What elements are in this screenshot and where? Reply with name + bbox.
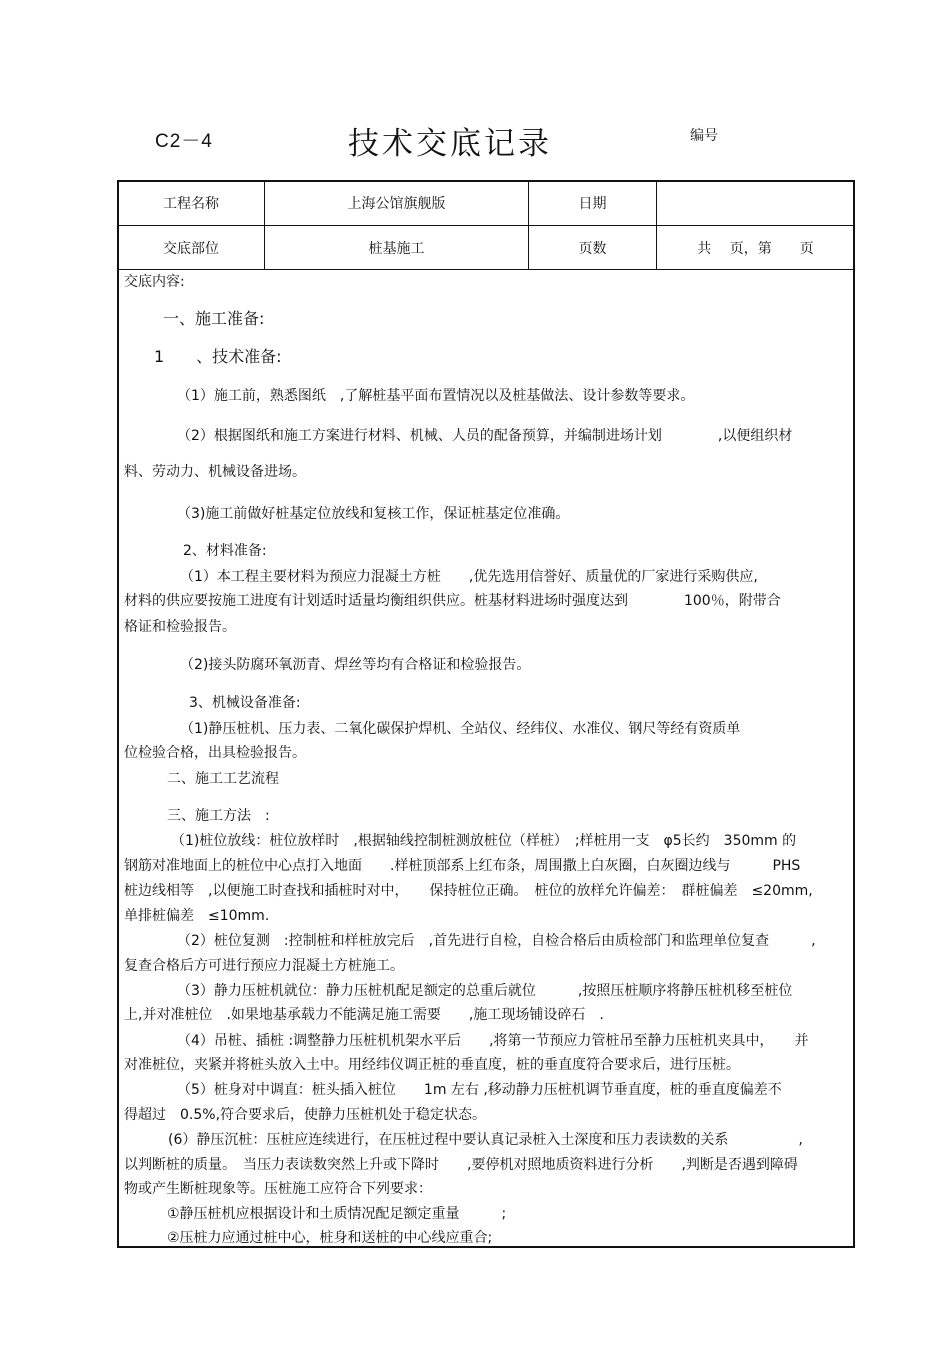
project-name-label: 工程名称 — [163, 196, 219, 212]
paragraph-line: 复查合格后方可进行预应力混凝土方桩施工。 — [124, 958, 404, 974]
paragraph-line: （4）吊桩、插桩 :调整静力压桩机机架水平后 ,将第一节预应力管桩吊至静力压桩机夹具中， 并 — [177, 1033, 809, 1049]
date-value — [657, 181, 854, 225]
project-name-value: 上海公馆旗舰版 — [347, 196, 446, 212]
section-heading: 一、施工准备: — [163, 309, 265, 328]
date-label: 日期 — [578, 196, 607, 212]
section-heading: 三、施工方法 : — [167, 808, 270, 824]
paragraph-line: 上,并对准桩位 .如果地基承载力不能满足施工需要 ,施工现场铺设碎石 . — [124, 1007, 604, 1023]
paragraph-line: 钢筋对准地面上的桩位中心点打入地面 .样桩顶部系上红布条，周围撒上白灰圈，白灰圈边线与 PHS — [124, 858, 801, 874]
location-label: 交底部位 — [163, 240, 219, 257]
paragraph-line: （1）施工前，熟悉图纸 ,了解桩基平面布置情况以及桩基做法、设计参数等要求。 — [177, 388, 695, 404]
paragraph-line: 得超过 0.5%,符合要求后，使静力压桩机处于稳定状态。 — [124, 1107, 487, 1123]
paragraph-line: 格证和检验报告。 — [124, 619, 236, 635]
paragraph-line: 单排桩偏差 ≤10mm. — [124, 908, 270, 924]
paragraph-line: 位检验合格，出具检验报告。 — [124, 745, 306, 761]
form-code: C2－4 — [155, 131, 213, 152]
paragraph-line: （1)静压桩机、压力表、二氧化碳保护焊机、全站仪、经纬仪、水准仪、钢尺等经有资质单 — [180, 721, 741, 737]
subsection-heading: 2、材料准备: — [183, 543, 267, 559]
paragraph-line: （2）桩位复测 :控制桩和样桩放完后 ,首先进行自检，自检合格后由质检部门和监理单位复查 , — [177, 933, 816, 949]
paragraph-line: 桩边线相等 ,以便施工时查找和插桩时对中， 保持桩位正确。 桩位的放样允许偏差： 群桩偏差 ≤20mm, — [124, 883, 813, 899]
paragraph-line: （2）根据图纸和施工方案进行材料、机械、人员的配备预算，并编制进场计划 ,以便组织材 — [177, 428, 793, 444]
paragraph-line: （5）桩身对中调直：桩头插入桩位 1m 左右 ,移动静力压桩机调节垂直度，桩的垂直度偏差不 — [177, 1082, 782, 1098]
list-item: ②压桩力应通过桩中心，桩身和送桩的中心线应重合; — [167, 1230, 493, 1246]
paragraph-line: （1)桩位放线：桩位放样时 ,根据轴线控制桩测放桩位（样桩） ;样桩用一支 φ5长约 350mm 的 — [171, 833, 797, 849]
number-label: 编号 — [690, 128, 718, 144]
list-item: ①静压桩机应根据设计和土质情况配足额定重量 ; — [167, 1206, 507, 1222]
subsection-heading: 3、机械设备准备: — [189, 695, 301, 711]
content-heading: 交底内容: — [124, 274, 185, 290]
paragraph-line: (6）静压沉桩：压桩应连续进行，在压桩过程中要认真记录桩入土深度和压力表读数的关系 , — [168, 1132, 803, 1148]
paragraph-line: 材料的供应要按施工进度有计划适时适量均衡组织供应。桩基材料进场时强度达到 100％，附带合 — [124, 593, 781, 609]
paragraph-line: 物或产生断桩现象等。压桩施工应符合下列要求： — [124, 1181, 432, 1197]
paragraph-line: （1）本工程主要材料为预应力混凝土方桩 ,优先选用信誉好、质量优的厂家进行采购供应, — [180, 569, 758, 585]
location-value: 桩基施工 — [368, 240, 425, 257]
pages-value: 共 页，第 页 — [697, 240, 814, 257]
row-divider-2 — [117, 269, 855, 270]
subsection-heading: 1 、技术准备: — [154, 347, 282, 366]
paragraph-line: 料、劳动力、机械设备进场。 — [124, 464, 306, 480]
paragraph-line: 对准桩位，夹紧并将桩头放入土中。用经纬仪调正桩的垂直度，桩的垂直度符合要求后，进行压桩。 — [124, 1057, 740, 1073]
section-heading: 二、施工工艺流程 — [167, 771, 279, 787]
paragraph-line: （2)接头防腐环氧沥青、焊丝等均有合格证和检验报告。 — [180, 657, 531, 673]
paragraph-line: 以判断桩的质量。 当压力表读数突然上升或下降时 ,要停机对照地质资料进行分析 ,判断是否遇到障碍 — [124, 1157, 798, 1173]
document-title: 技术交底记录 — [348, 126, 552, 162]
paragraph-line: （3）静力压桩机就位：静力压桩机配足额定的总重后就位 ,按照压桩顺序将静压桩机移至桩位 — [177, 983, 793, 999]
pages-label: 页数 — [578, 240, 607, 257]
paragraph-line: （3)施工前做好桩基定位放线和复核工作，保证桩基定位准确。 — [177, 506, 570, 522]
